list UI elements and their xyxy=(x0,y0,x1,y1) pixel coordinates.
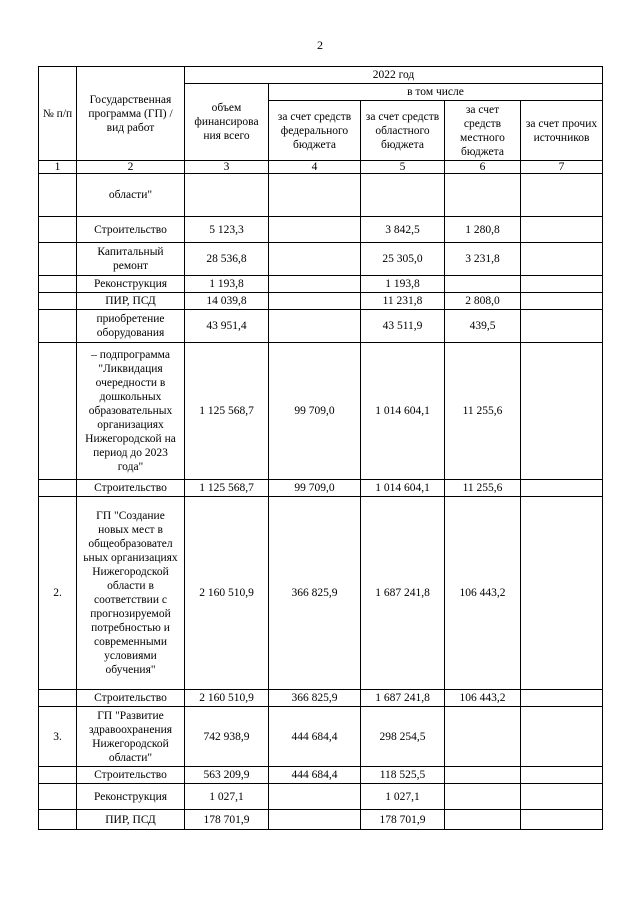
row-federal xyxy=(269,310,361,343)
row-federal xyxy=(269,784,361,810)
column-numbers-row xyxy=(39,161,603,174)
row-other xyxy=(521,217,603,243)
row-local: 439,5 xyxy=(445,310,521,343)
table-row xyxy=(39,784,603,810)
row-total: 178 701,9 xyxy=(185,810,269,830)
row-federal: 366 825,9 xyxy=(269,690,361,707)
row-num xyxy=(39,784,77,810)
table-row xyxy=(39,174,603,217)
row-name: Реконструкция xyxy=(77,276,185,293)
row-name: ПИР, ПСД xyxy=(77,810,185,830)
row-regional: 1 014 604,1 xyxy=(361,480,445,497)
column-number: 6 xyxy=(445,161,521,174)
header-total: объем финансирова ния всего xyxy=(185,84,269,161)
row-local: 1 280,8 xyxy=(445,217,521,243)
table-row xyxy=(39,276,603,293)
table-row xyxy=(39,343,603,480)
table-row xyxy=(39,217,603,243)
table-row xyxy=(39,707,603,767)
row-total: 2 160 510,9 xyxy=(185,690,269,707)
table-row xyxy=(39,293,603,310)
row-name: Строительство xyxy=(77,690,185,707)
row-name: ГП "Развитие здравоохранения Нижегородской области" xyxy=(77,707,185,767)
row-other xyxy=(521,174,603,217)
row-federal xyxy=(269,276,361,293)
row-total: 563 209,9 xyxy=(185,767,269,784)
row-regional xyxy=(361,174,445,217)
row-other xyxy=(521,343,603,480)
row-regional: 1 014 604,1 xyxy=(361,343,445,480)
row-num xyxy=(39,217,77,243)
row-local: 11 255,6 xyxy=(445,480,521,497)
row-total: 1 125 568,7 xyxy=(185,343,269,480)
row-federal xyxy=(269,810,361,830)
table-row xyxy=(39,690,603,707)
row-name: Строительство xyxy=(77,767,185,784)
row-other xyxy=(521,310,603,343)
row-num xyxy=(39,293,77,310)
row-local xyxy=(445,767,521,784)
row-local: 11 255,6 xyxy=(445,343,521,480)
row-regional: 118 525,5 xyxy=(361,767,445,784)
column-number: 5 xyxy=(361,161,445,174)
header-local: за счет средств местного бюджета xyxy=(445,101,521,161)
header-federal: за счет средств федерального бюджета xyxy=(269,101,361,161)
header-row-1 xyxy=(39,67,603,84)
header-num: № п/п xyxy=(39,67,77,161)
row-local: 3 231,8 xyxy=(445,243,521,276)
row-regional: 11 231,8 xyxy=(361,293,445,310)
row-regional: 1 027,1 xyxy=(361,784,445,810)
row-regional: 1 687 241,8 xyxy=(361,497,445,690)
row-other xyxy=(521,690,603,707)
row-num: 3. xyxy=(39,707,77,767)
page-number: 2 xyxy=(317,38,323,52)
header-including: в том числе xyxy=(269,84,603,101)
row-other xyxy=(521,707,603,767)
row-total: 2 160 510,9 xyxy=(185,497,269,690)
row-regional: 178 701,9 xyxy=(361,810,445,830)
table-row xyxy=(39,243,603,276)
row-local: 106 443,2 xyxy=(445,497,521,690)
row-total: 28 536,8 xyxy=(185,243,269,276)
row-num xyxy=(39,480,77,497)
row-regional: 25 305,0 xyxy=(361,243,445,276)
column-number: 4 xyxy=(269,161,361,174)
row-local xyxy=(445,174,521,217)
row-regional: 298 254,5 xyxy=(361,707,445,767)
row-local: 106 443,2 xyxy=(445,690,521,707)
row-regional: 43 511,9 xyxy=(361,310,445,343)
header-regional: за счет средств областного бюджета xyxy=(361,101,445,161)
table-row xyxy=(39,310,603,343)
row-total: 5 123,3 xyxy=(185,217,269,243)
table-row xyxy=(39,480,603,497)
row-num xyxy=(39,310,77,343)
row-num xyxy=(39,343,77,480)
column-number: 3 xyxy=(185,161,269,174)
row-total: 14 039,8 xyxy=(185,293,269,310)
row-local xyxy=(445,784,521,810)
row-total: 43 951,4 xyxy=(185,310,269,343)
row-num xyxy=(39,174,77,217)
row-num xyxy=(39,767,77,784)
row-total: 1 125 568,7 xyxy=(185,480,269,497)
row-other xyxy=(521,497,603,690)
row-federal: 366 825,9 xyxy=(269,497,361,690)
row-federal xyxy=(269,217,361,243)
row-name: Строительство xyxy=(77,480,185,497)
header-year: 2022 год xyxy=(185,67,603,84)
row-name: приобретение оборудования xyxy=(77,310,185,343)
row-name: области" xyxy=(77,174,185,217)
budget-table xyxy=(38,66,603,830)
row-name: Реконструкция xyxy=(77,784,185,810)
column-number: 1 xyxy=(39,161,77,174)
row-total: 1 193,8 xyxy=(185,276,269,293)
table-row xyxy=(39,767,603,784)
row-num xyxy=(39,690,77,707)
row-local: 2 808,0 xyxy=(445,293,521,310)
row-name: ГП "Создание новых мест в общеобразовател ьных организациях Нижегородской области в соответствии с прогнозируемой потребностью и современными условиями обучения" xyxy=(77,497,185,690)
row-total: 742 938,9 xyxy=(185,707,269,767)
column-number: 7 xyxy=(521,161,603,174)
table-row xyxy=(39,497,603,690)
row-federal xyxy=(269,293,361,310)
row-total xyxy=(185,174,269,217)
row-other xyxy=(521,243,603,276)
row-name: Капитальный ремонт xyxy=(77,243,185,276)
row-name: ПИР, ПСД xyxy=(77,293,185,310)
row-num xyxy=(39,810,77,830)
row-regional: 1 687 241,8 xyxy=(361,690,445,707)
header-other: за счет прочих источников xyxy=(521,101,603,161)
table-row xyxy=(39,810,603,830)
row-other xyxy=(521,276,603,293)
row-local xyxy=(445,810,521,830)
row-other xyxy=(521,767,603,784)
header-program: Государственная программа (ГП) / вид работ xyxy=(77,67,185,161)
row-name: Строительство xyxy=(77,217,185,243)
row-local xyxy=(445,707,521,767)
column-number: 2 xyxy=(77,161,185,174)
row-federal: 444 684,4 xyxy=(269,767,361,784)
row-federal: 444 684,4 xyxy=(269,707,361,767)
row-federal: 99 709,0 xyxy=(269,343,361,480)
row-total: 1 027,1 xyxy=(185,784,269,810)
row-local xyxy=(445,276,521,293)
row-num xyxy=(39,243,77,276)
row-other xyxy=(521,293,603,310)
row-federal: 99 709,0 xyxy=(269,480,361,497)
row-name: – подпрограмма "Ликвидация очередности в дошкольных образовательных организациях Нижегородской на период до 2023 года" xyxy=(77,343,185,480)
row-federal xyxy=(269,243,361,276)
row-other xyxy=(521,810,603,830)
row-num: 2. xyxy=(39,497,77,690)
row-other xyxy=(521,784,603,810)
row-num xyxy=(39,276,77,293)
row-federal xyxy=(269,174,361,217)
row-other xyxy=(521,480,603,497)
row-regional: 1 193,8 xyxy=(361,276,445,293)
row-regional: 3 842,5 xyxy=(361,217,445,243)
